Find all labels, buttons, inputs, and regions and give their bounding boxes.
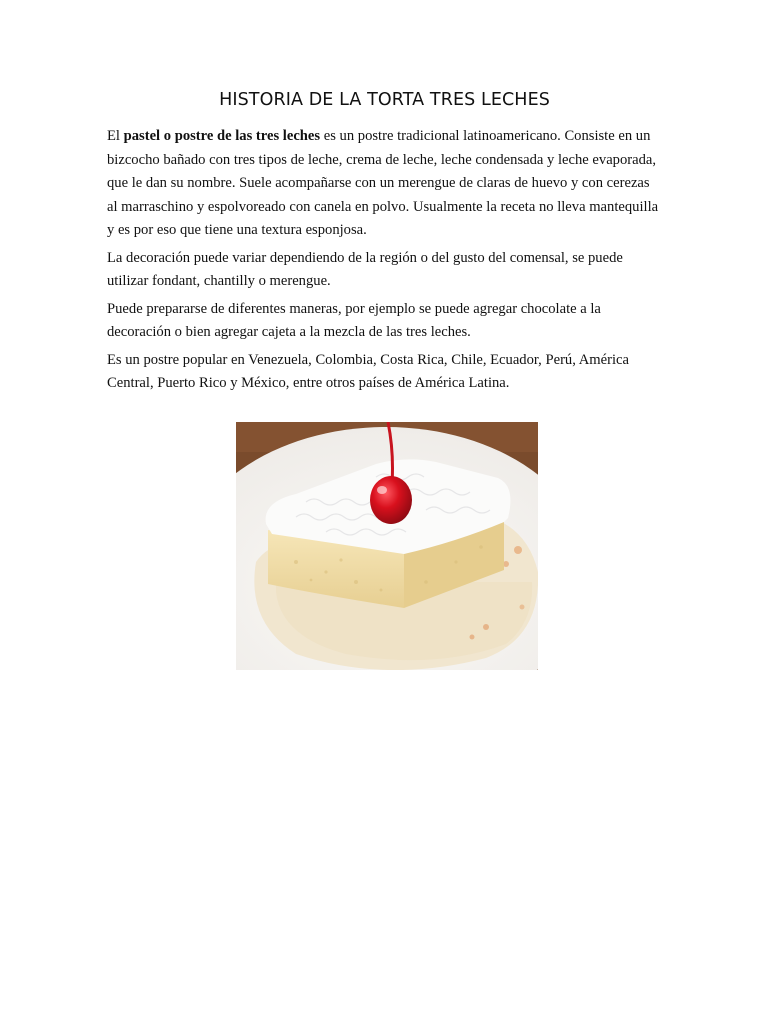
cherry xyxy=(370,476,412,524)
paragraph-intro-bold: pastel o postre de las tres leches xyxy=(123,128,321,144)
tres-leches-photo xyxy=(236,422,538,670)
paragraph-intro xyxy=(107,125,662,243)
paragraph-intro-rest: es un postre tradicional latinoamericano. Consiste en un bizcocho bañado con tres tipos de leche, crema de leche, leche condensada y leche evaporada, que le dan su nombre. Suele acompañarse con un merengue de claras de huevo y con cerezas al marraschino y espolvoreado con canela en polvo. Usualmente la receta no lleva mantequilla y es por eso que tiene una textura esponjosa. xyxy=(107,128,659,238)
paragraph-popularity: Es un postre popular en Venezuela, Colombia, Costa Rica, Chile, Ecuador, Perú, América Central, Puerto Rico y México, entre otros países de América Latina. xyxy=(107,351,629,391)
paragraph-preparation: Puede prepararse de diferentes maneras, por ejemplo se puede agregar chocolate a la decoración o bien agregar cajeta a la mezcla de las tres leches. xyxy=(107,300,601,340)
cake-illustration xyxy=(236,422,538,670)
document-title: HISTORIA DE LA TORTA TRES LECHES xyxy=(219,90,550,110)
paragraph-intro-lead: El xyxy=(107,128,124,144)
paragraph-decoration: La decoración puede variar dependiendo de la región o del gusto del comensal, se puede utilizar fondant, chantilly o merengue. xyxy=(107,249,623,289)
